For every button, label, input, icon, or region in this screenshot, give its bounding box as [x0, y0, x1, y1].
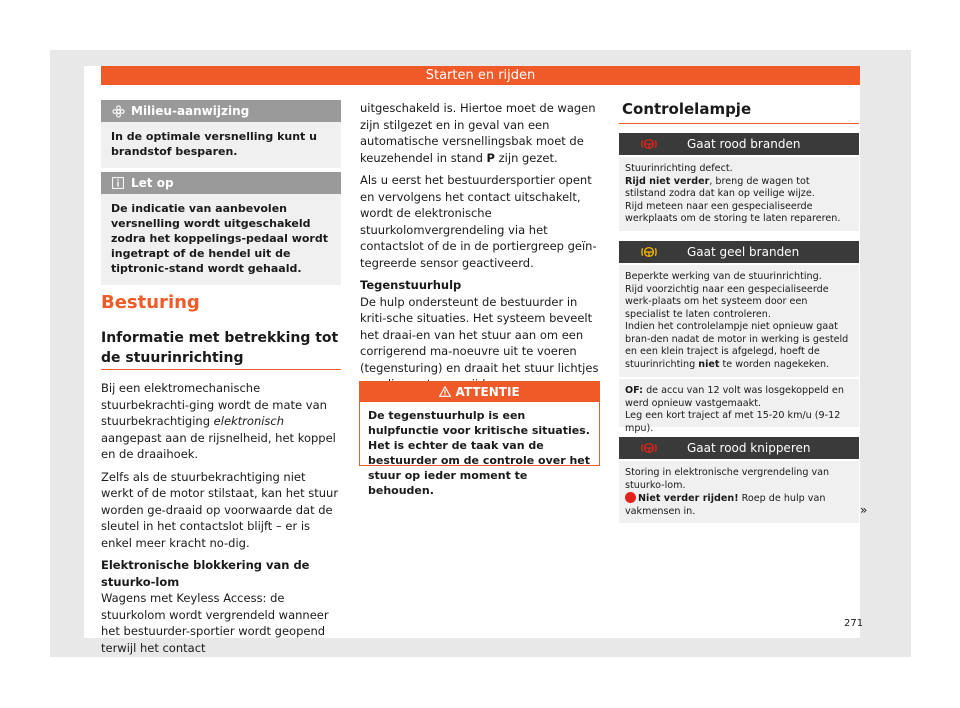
lamp-red-flashing-header [619, 437, 859, 459]
warning-header [360, 382, 599, 402]
warning-box [359, 381, 600, 497]
note-text: De indicatie van aanbevolen versnelling wordt uitgeschakeld zodra het koppelings-pedaal wordt ingetrapt of de hendel uit de tiptronic-stand wordt gehaald. [111, 202, 328, 275]
steering-wheel-icon [619, 245, 679, 259]
environment-note-title: Milieu-aanwijzing [131, 104, 250, 118]
subsection-title: Informatie met betrekking tot de stuurinrichting [101, 330, 339, 366]
info-icon [111, 176, 125, 190]
control-lamp-title: Controlelampje [622, 100, 752, 118]
lamp-yellow-body-alt: OF: de accu van 12 volt was losgekoppeld en werd opnieuw vastgemaakt. Leg een kort traject af met 15-20 km/u (9-12 mpu). [619, 379, 859, 427]
lamp-yellow-header [619, 241, 859, 263]
note-title: Let op [131, 176, 174, 190]
paragraph: Als u eerst het bestuurdersportier opent en vervolgens het contact uitschakelt, wordt de elektronische stuurkolomvergrendeling via het contactslot of de in de portiergreep geïn-tegreerde sensor geactiveerd. [360, 173, 597, 270]
note-header [101, 172, 341, 194]
paragraph: De hulp ondersteunt de bestuurder in kriti-sche situaties. Het systeem beveelt het draai-en van het stuur aan om een corrigerend ma-noeuvre uit te voeren (tegensturing) en draait het stuur lichtjes [360, 294, 600, 410]
section-header: Starten en rijden [101, 66, 860, 85]
page-number: 271 [844, 618, 864, 629]
environment-note-text: In de optimale versnelling kunt u brandstof besparen. [111, 130, 317, 158]
lamp-yellow-label: Gaat geel branden [687, 245, 800, 259]
warning-title: ATTENTIE [455, 385, 520, 399]
paragraph: Wagens met Keyless Access: de stuurkolom wordt vergrendeld wanneer het bestuurder-sportier wordt geopend terwijl het contact [101, 591, 329, 655]
paragraph: uitgeschakeld is. Hiertoe moet de wagen zijn stilgezet en in geval van een automatische versnellingsbak moet de keuzehendel in stand P zijn gezet. [360, 101, 596, 165]
paragraph: Bij een elektromechanische stuurbekrachti-ging wordt de mate van stuurbekrachtiging elektronisch aangepast aan de rijsnelheid, het koppel en de draaihoek. [101, 381, 336, 461]
lamp-red-flashing-label: Gaat rood knipperen [687, 441, 811, 455]
lamp-red-label: Gaat rood branden [687, 137, 801, 151]
paragraph-heading: Tegenstuurhulp [360, 278, 462, 292]
lamp-yellow-body: Beperkte werking van de stuurinrichting. Rijd voorzichtig naar een gespecialiseerde werk-plaats om het systeem door een specialist te laten controleren. Indien het controlelampje niet opnieuw gaat bran-den nadat de motor in werking is gesteld en een klein traject is afgelegd, hoeft de stuurinrichting niet te worden nagekeken. [619, 265, 859, 377]
steering-wheel-icon [619, 137, 679, 151]
left-text-column [101, 380, 341, 662]
stop-dot-icon [625, 492, 636, 503]
warning-text: De tegenstuurhulp is een hulpfunctie voor kritische situaties. Het is echter de taak van de bestuurder om de controle over het stuur op ieder moment te behouden. [368, 409, 591, 497]
lamp-red-flashing-body: Storing in elektronische vergrendeling van stuurko-lom. Niet verder rijden! Roep de hulp van vakmensen in. [619, 461, 859, 523]
continue-arrow: » [860, 503, 868, 517]
environment-note-box [101, 100, 341, 168]
control-lamp-rule [619, 123, 859, 124]
middle-text-column [360, 100, 600, 415]
environment-note-header [101, 100, 341, 122]
section-title: Besturing [101, 292, 200, 313]
warning-icon [439, 385, 451, 399]
paragraph: Zelfs als de stuurbekrachtiging niet werkt of de motor stilstaat, kan het stuur worden ge-draaid op voorwaarde dat de sleutel in het contactslot blijft – er is enkel meer kracht no-dig. [101, 469, 339, 550]
paragraph-heading: Elektronische blokkering van de stuurko-lom [101, 558, 310, 589]
subsection-rule [101, 369, 341, 370]
lamp-red-header [619, 133, 859, 155]
lamp-red-body: Stuurinrichting defect. Rijd niet verder, breng de wagen tot stilstand zodra dat kan op veilige wijze. Rijd meteen naar een gespecialiseerde werkplaats om de storing te laten repareren. [619, 157, 859, 231]
note-box [101, 172, 341, 285]
steering-wheel-icon [619, 441, 679, 455]
flower-icon [111, 104, 125, 118]
